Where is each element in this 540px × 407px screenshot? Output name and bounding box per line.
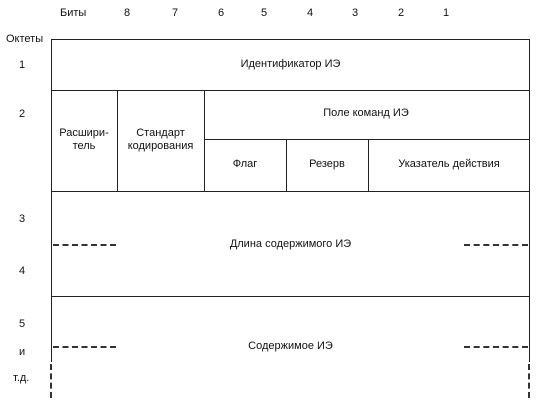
content-right-open-edge: [528, 364, 530, 398]
content-left-open-edge: [50, 364, 52, 398]
ie-content-length-field: Длина содержимого ИЭ: [229, 238, 352, 250]
bit-5: 5: [261, 7, 268, 19]
content-top-border: [51, 296, 530, 297]
extension-field: [51, 127, 117, 153]
bit-6: 6: [218, 7, 225, 19]
action-indicator-field: Указатель действия: [398, 158, 500, 170]
octets-label: Октеты: [6, 33, 44, 45]
octet-2-label: 2: [19, 108, 26, 120]
octet-5-label: 5: [19, 318, 26, 330]
ie-content-field: Содержимое ИЭ: [248, 340, 333, 352]
divider-coding-command: [204, 90, 205, 192]
octet-etc-label: т.д.: [13, 372, 30, 384]
bit-1: 1: [443, 7, 450, 19]
bit-3: 3: [352, 7, 359, 19]
bit-2: 2: [398, 7, 405, 19]
coding-standard-field: [117, 127, 204, 153]
bit-4: 4: [307, 7, 314, 19]
octet-3-label: 3: [19, 213, 26, 225]
ie-command-field: Поле команд ИЭ: [323, 107, 409, 119]
octet-1-label: 1: [19, 59, 26, 71]
octet-and-label: и: [19, 346, 26, 358]
bit-8: 8: [124, 7, 131, 19]
extension-field-line1: Расшири-: [59, 127, 109, 139]
bit-7: 7: [172, 7, 179, 19]
coding-standard-line2: кодирования: [127, 140, 194, 152]
ie-identifier-field: Идентификатор ИЭ: [240, 58, 341, 70]
octet-4-label: 4: [19, 265, 26, 277]
bits-label: Биты: [60, 7, 87, 19]
coding-standard-line1: Стандарт: [136, 127, 185, 139]
reserve-field: Резерв: [309, 158, 345, 170]
divider-command-subfields: [204, 139, 530, 140]
extension-field-line2: тель: [72, 140, 96, 152]
flag-field: Флаг: [232, 158, 258, 170]
